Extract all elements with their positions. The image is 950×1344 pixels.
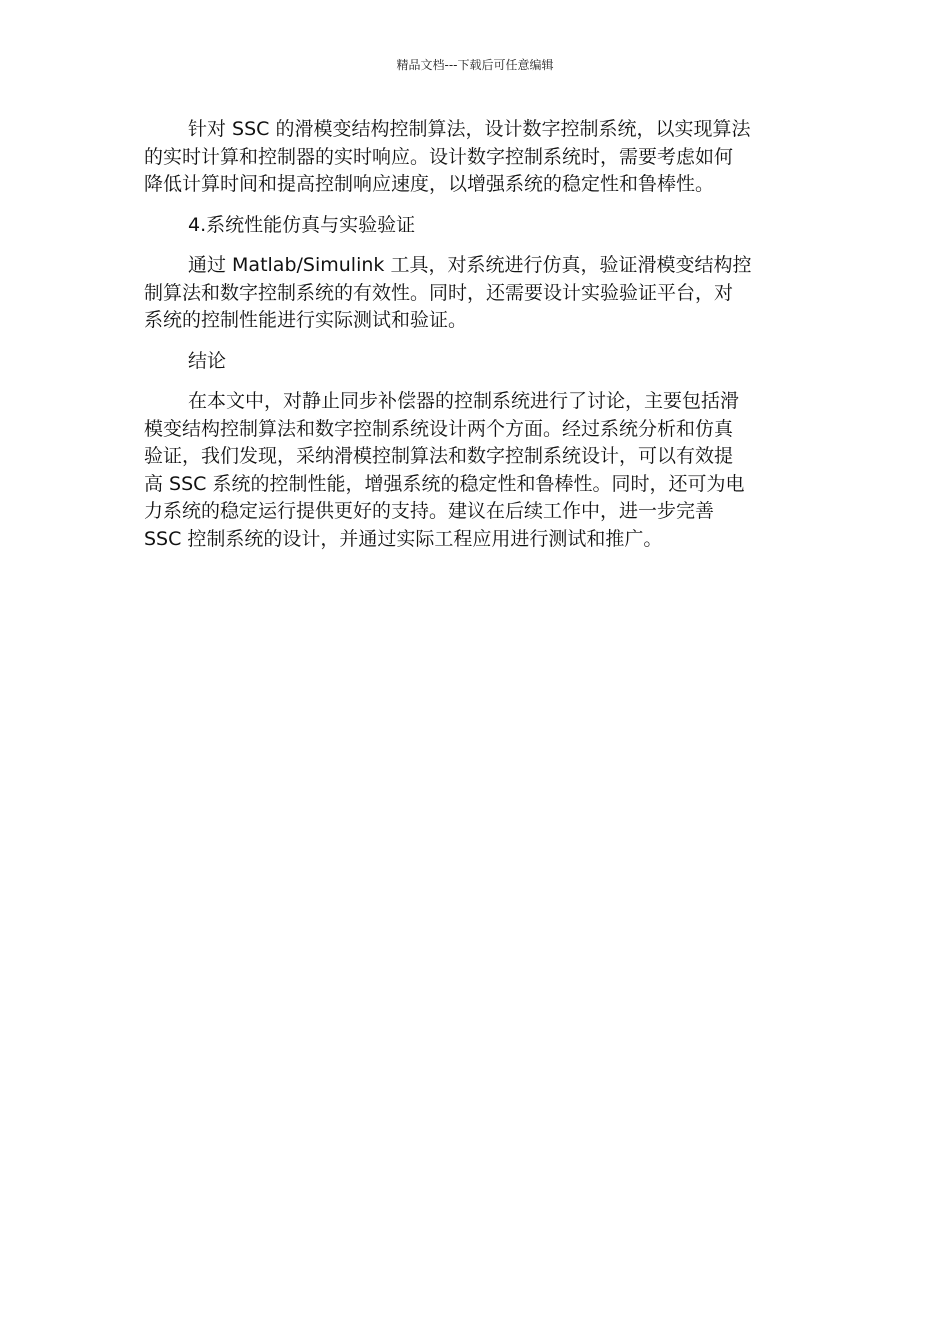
section-heading-conclusion: 结论 [188,349,227,372]
paragraph-line: 在本文中，对静止同步补偿器的控制系统进行了讨论，主要包括滑 [188,390,740,412]
paragraph-line: 的实时计算和控制器的实时响应。设计数字控制系统时，需要考虑如何 [144,145,734,168]
paragraph-line: 针对 SSC 的滑模变结构控制算法，设计数字控制系统，以实现算法 [188,118,751,140]
paragraph-line: 系统的控制性能进行实际测试和验证。 [144,309,468,331]
paragraph-line: 通过 Matlab/Simulink 工具，对系统进行仿真，验证滑模变结构控 [188,254,752,276]
section-heading-simulation: 4.系统性能仿真与实验验证 [188,213,416,236]
paragraph-conclusion [144,388,808,553]
paragraph-line: 验证，我们发现，采纳滑模控制算法和数字控制系统设计，可以有效提 [144,445,734,467]
paragraph-line: 制算法和数字控制系统的有效性。同时，还需要设计实验验证平台，对 [144,281,734,304]
paragraph-line: SSC 控制系统的设计，并通过实际工程应用进行测试和推广。 [144,527,663,550]
paragraph-line: 模变结构控制算法和数字控制系统设计两个方面。经过系统分析和仿真 [144,417,734,440]
document-body [144,116,808,566]
paragraph-digital-control [144,116,808,199]
paragraph-simulation [144,252,808,335]
paragraph-line: 降低计算时间和提高控制响应速度，以增强系统的稳定性和鲁棒性。 [144,173,715,195]
paragraph-line: 力系统的稳定运行提供更好的支持。建议在后续工作中，进一步完善 [144,500,715,522]
page-header-watermark: 精品文档---下载后可任意编辑 [396,58,554,72]
paragraph-line: 高 SSC 系统的控制性能，增强系统的稳定性和鲁棒性。同时，还可为电 [144,472,745,495]
